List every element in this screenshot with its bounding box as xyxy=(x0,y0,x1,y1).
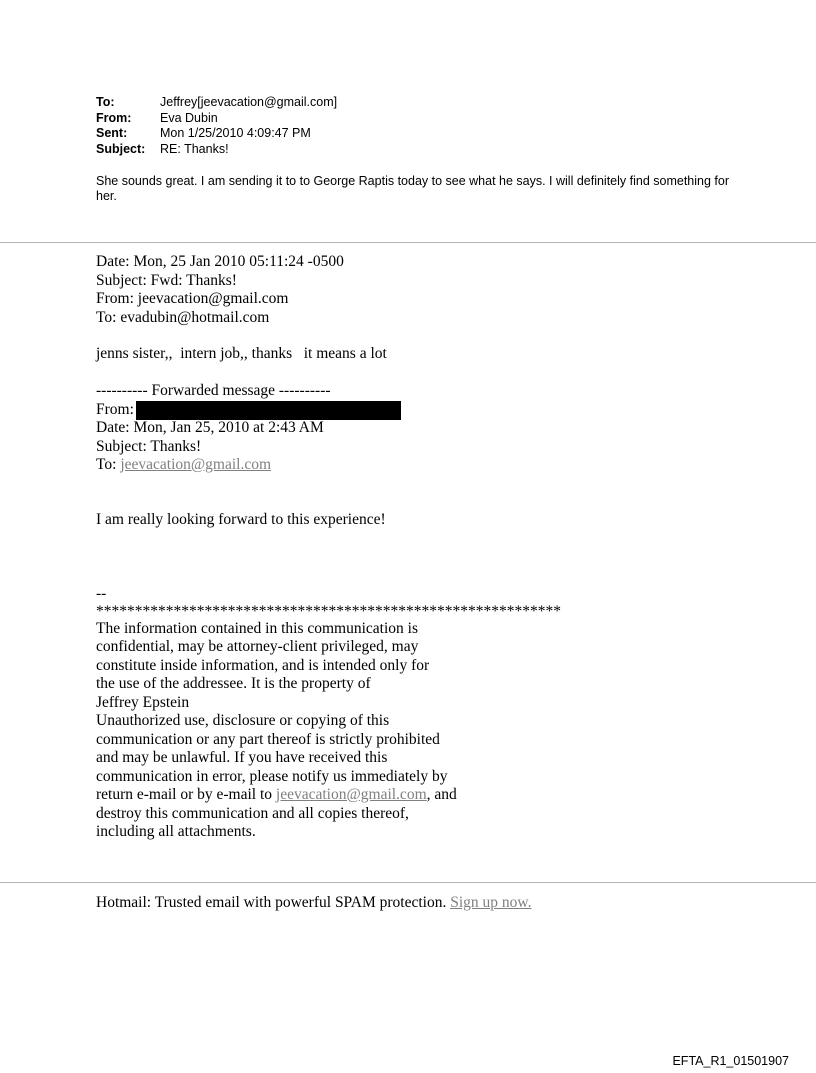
forward-note: jenns sister,, intern job,, thanks it means a lot xyxy=(96,345,387,362)
forward-from: From: jeevacation@gmail.com xyxy=(96,290,289,307)
from-label: From: xyxy=(96,110,132,125)
disclaimer-line: Unauthorized use, disclosure or copying of this xyxy=(96,712,390,729)
forward-separator: ---------- Forwarded message ---------- xyxy=(96,382,331,399)
original-message-block xyxy=(96,382,401,475)
from-value: Eva Dubin xyxy=(160,110,218,125)
original-to-label: To: xyxy=(96,456,121,473)
redaction-bar xyxy=(136,401,401,420)
signature-dashes: -- xyxy=(96,585,107,602)
signature-block xyxy=(96,585,561,842)
email-header xyxy=(96,95,337,157)
sent-value: Mon 1/25/2010 4:09:47 PM xyxy=(160,126,311,140)
disclaimer-line: communication or any part thereof is strictly prohibited xyxy=(96,730,440,748)
disclaimer-line: the use of the addressee. It is the property of xyxy=(96,675,371,692)
to-label: To: xyxy=(96,95,115,109)
disclaimer-email-link[interactable]: jeevacation@gmail.com xyxy=(275,786,427,803)
sent-label: Sent: xyxy=(96,126,128,140)
disclaimer-line: constitute inside information, and is intended only for xyxy=(96,656,430,674)
to-value: Jeffrey[jeevacation@gmail.com] xyxy=(160,95,338,109)
original-to-line xyxy=(96,456,401,475)
original-subject: Subject: Thanks! xyxy=(96,437,202,455)
forward-block xyxy=(96,253,344,327)
hotmail-promo xyxy=(96,894,531,913)
disclaimer-line: Jeffrey Epstein xyxy=(96,693,190,711)
sent-row xyxy=(96,126,337,142)
original-from-label: From: xyxy=(96,400,134,418)
disclaimer-prefix: return e-mail or by e-mail to xyxy=(96,786,276,803)
disclaimer-line: destroy this communication and all copies thereof, xyxy=(96,804,409,822)
forward-to: To: evadubin@hotmail.com xyxy=(96,308,270,326)
signup-link[interactable]: Sign up now. xyxy=(450,894,532,911)
divider-top xyxy=(0,242,816,243)
disclaimer-line-with-link xyxy=(96,786,561,805)
from-row xyxy=(96,111,337,127)
subject-value: RE: Thanks! xyxy=(160,141,229,156)
divider-bottom xyxy=(0,882,816,883)
promo-text: Hotmail: Trusted email with powerful SPAM protection. xyxy=(96,894,451,911)
disclaimer-line: including all attachments. xyxy=(96,823,256,840)
disclaimer-line: and may be unlawful. If you have received this xyxy=(96,749,388,766)
original-to-link[interactable]: jeevacation@gmail.com xyxy=(120,456,272,473)
disclaimer-line: The information contained in this communication is xyxy=(96,619,418,637)
signature-stars: ************************************************************ xyxy=(96,602,561,620)
disclaimer-line: communication in error, please notify us immediately by xyxy=(96,767,448,785)
original-from-line xyxy=(96,401,401,420)
reply-body: She sounds great. I am sending it to to George Raptis today to see what he says. I will definitely find something for her. xyxy=(96,174,729,203)
document-id: EFTA_R1_01501907 xyxy=(672,1054,789,1068)
disclaimer-line: confidential, may be attorney-client privileged, may xyxy=(96,638,419,655)
forward-subject: Subject: Fwd: Thanks! xyxy=(96,271,237,289)
disclaimer-suffix: , and xyxy=(426,786,457,803)
original-date: Date: Mon, Jan 25, 2010 at 2:43 AM xyxy=(96,419,324,436)
subject-label: Subject: xyxy=(96,141,146,156)
forward-date: Date: Mon, 25 Jan 2010 05:11:24 -0500 xyxy=(96,253,344,270)
subject-row xyxy=(96,142,337,158)
original-body: I am really looking forward to this experience! xyxy=(96,511,386,528)
to-row xyxy=(96,95,337,111)
